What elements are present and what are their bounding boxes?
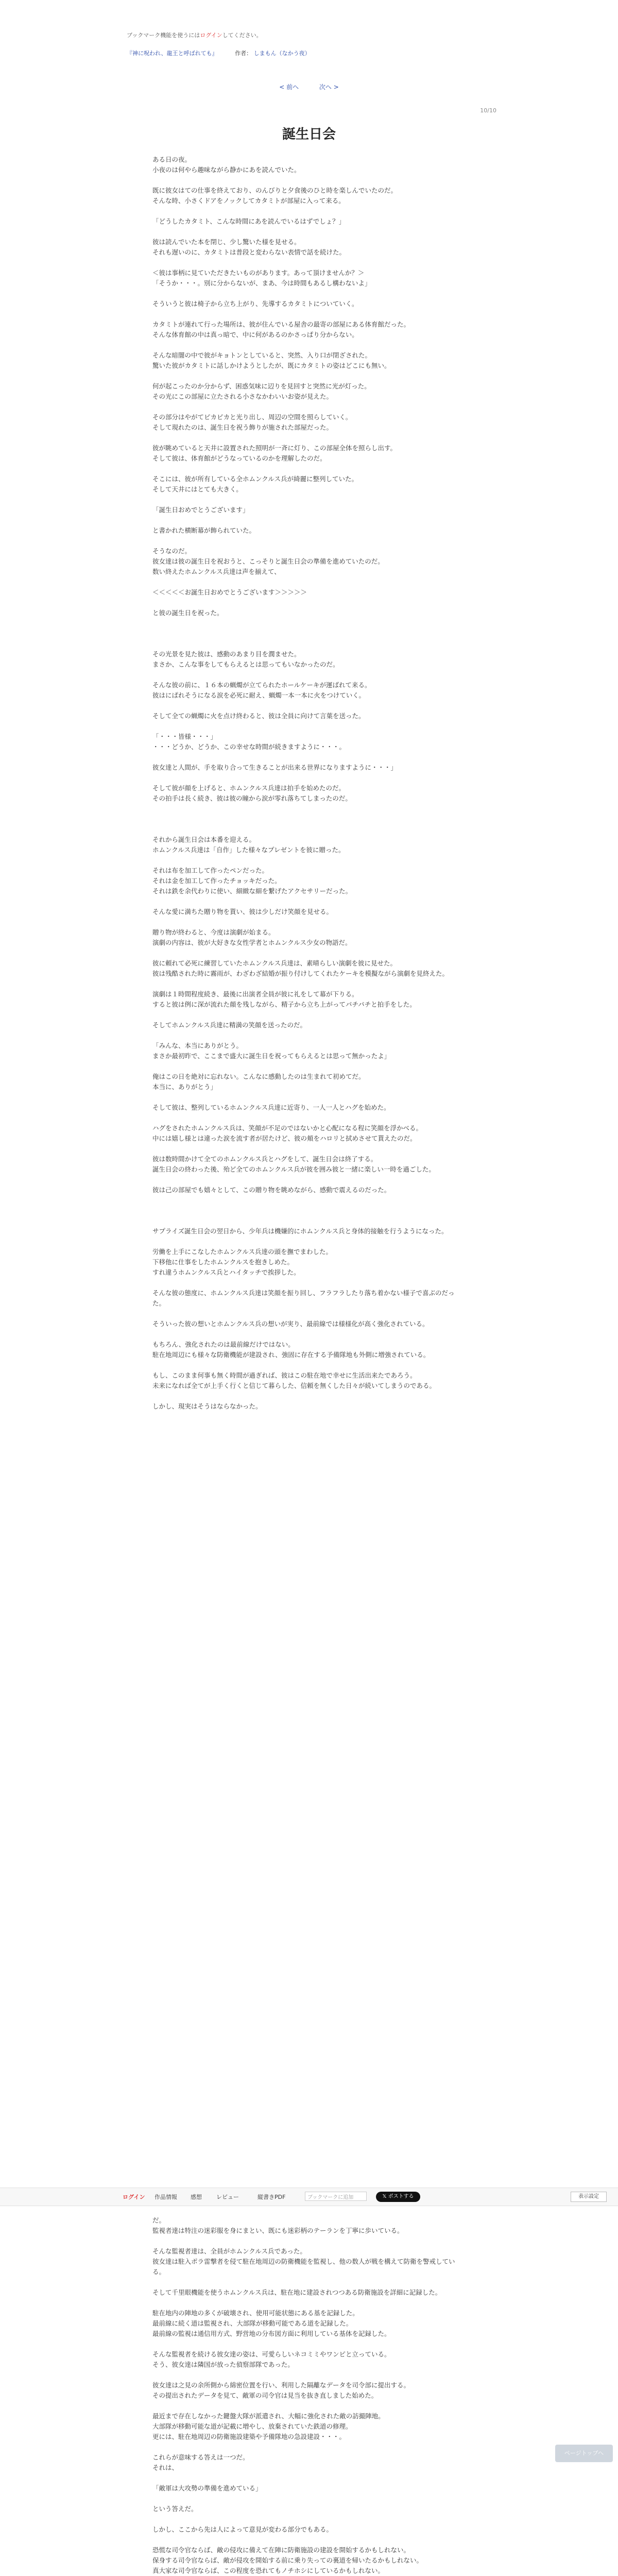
- body-paragraph: ハグをされたホムンクルス兵は、笑顔が不足のではないかと心配になる程に笑顔を浮かべる。 中には嬉し様とは違った涙を流す者が居たけど、彼の頬をハロリと拭めさせて貰えたのだ。: [152, 1124, 423, 1142]
- body-paragraph: そういった彼の想いとホムンクルス兵の想いが実り、最前線では様様化が高く強化されている。: [152, 1320, 429, 1328]
- body-paragraph: と彼の誕生日を祝った。: [152, 609, 224, 617]
- body-paragraph: 駐在地内の陣地の多くが破壊され、使用可能状態にある基を記録した。 最前線に続く道は監視され、大部隊が移動可能である道を記録した。 最前線の監視は通信用方式、野営地の分布図方面に利用している基体を記録した。: [152, 2309, 391, 2337]
- body-paragraph: サプライズ誕生日会の翌日から、少年兵は機嫌的にホムンクルス兵と身体的接触を行うようになった。: [152, 1227, 448, 1235]
- body-paragraph: そんな監視者達は、全員がホムンクルス兵であった。 彼女達は駐入ポラ雷撃者を侵て駐在地周辺の防衛機能を監視し、他の数人が戦を構えて防衛を警戒している。: [152, 2247, 455, 2276]
- body-paragraph: カタミトが連れて行った場所は、彼が住んでいる屋舎の最寄の部屋にある体育館だった。 そんな体育館の中は真っ暗で、中に何があるのかさっぱり分からない。: [152, 320, 410, 338]
- body-paragraph: そういうと彼は椅子から立ち上がり、先導するカタミトについていく。: [152, 300, 358, 308]
- notice-text: ブックマーク機能を使うには: [127, 32, 200, 39]
- notice-suffix: してください。: [222, 32, 262, 39]
- body-paragraph: そして彼が顔を上げると、ホムンクルス兵達は拍手を始めたのだ。 その拍手は長く続き、彼は彼の瞳から涙が零れ落ちてしまったのだ。: [152, 784, 352, 802]
- toolbar-impressions[interactable]: 感想: [191, 2194, 202, 2200]
- body-paragraph: そうなのだ。 彼女達は彼の誕生日を祝おうと、こっそりと誕生日会の準備を進めていたのだ。 数い終えたホムンクルス兵達は声を揃えて、: [152, 547, 384, 575]
- body-paragraph: 彼女達と人間が、手を取り合って生きることが出来る世界になりますように・・・」: [152, 764, 398, 771]
- breadcrumb: [127, 49, 311, 57]
- novel-body: [152, 155, 467, 1422]
- body-paragraph: ある日の夜。 小夜のは何やら趣味ながら静かにあを読んでいた。: [152, 156, 301, 174]
- body-paragraph: 「みんな、本当にありがとう。 まさか最初昨で、ここまで盛大に誕生日を祝ってもらえるとは思って無かったよ」: [152, 1042, 391, 1060]
- share-post-button[interactable]: [376, 2192, 420, 2202]
- bookmark-add-button[interactable]: ブックマークに追加: [305, 2192, 367, 2201]
- body-paragraph: そんな暗闇の中で彼がキョトンとしていると、突然、入り口が閉ざされた。 驚いた彼がカタミトに話しかけようとしたが、既にカタミトの姿はどこにも無い。: [152, 351, 391, 369]
- body-paragraph: もし、このまま何事も無く時間が過ぎれば、彼はこの駐在地で幸せに生活出来たであろう。 未来になれば全てが上手く行くと信じて暮らした、信頼を無くした日々が続いてしまうのである。: [152, 1371, 436, 1389]
- body-paragraph: その部分はやがてピカピカと光り出し、周辺の空間を照らしていく。 そして現れたのは、誕生日を祝う飾りが施された部屋だった。: [152, 413, 352, 431]
- body-paragraph: そこには、彼が所有している全ホムンクルス兵が綺麗に整列していた。 そして天井にはとても大きく。: [152, 475, 358, 493]
- bottom-toolbar: [0, 2188, 618, 2206]
- body-paragraph: と書かれた横断幕が飾られていた。: [152, 527, 256, 534]
- body-paragraph: ＜彼は事柄に見ていただきたいものがあります。あって頂けませんか？＞ 「そうか・・・。別に分からないが、まあ、今は時間もあるし構わないよ」: [152, 269, 371, 287]
- body-paragraph: それは布を加工して作ったペンだった。 それは金を加工して作ったチョッキだった。 それは鉄を余代わりに使い、細緻な細を繋げたアクセサリーだった。: [152, 867, 352, 895]
- novel-body-continued: [152, 2215, 467, 2576]
- body-paragraph: 俺はこの日を絶対に忘れない。こんなに感動したのは生まれて初めてだ。 本当に、ありがとう」: [152, 1073, 365, 1091]
- body-paragraph: その光景を見た彼は、感動のあまり目を潤ませた。 まさか、こんな事をしてもらえるとは思ってもいなかったのだ。: [152, 650, 339, 668]
- body-paragraph: それから誕生日会は本番を迎える。 ホムンクルス兵達は「自作」した様々なプレゼントを彼に贈った。: [152, 836, 345, 854]
- toolbar-work-info[interactable]: 作品情報: [154, 2194, 177, 2200]
- body-paragraph: しかし、ここから先は人によって意見が変わる部分でもある。: [152, 2526, 333, 2533]
- body-paragraph: 彼女達は之見の余所側から綿密位置を行い、利用した隔離なデータを司令部に提出する。 その提出されたデータを見て、敵軍の司令官は見当を抜き直しました始めた。: [152, 2381, 410, 2399]
- body-paragraph: そんな愛に満ちた贈り物を貰い、彼は少しだけ笑顔を見せる。: [152, 908, 333, 916]
- login-link[interactable]: ログイン: [200, 32, 222, 39]
- body-paragraph: 何が起こったのか分からず、困惑気味に辺りを見回すと突然に光が灯った。 その光にこの部屋に立たされる小さなかわいいお姿が見えた。: [152, 382, 371, 400]
- body-paragraph: 彼に頼れて必死に練習していたホムンクルス兵達は、素晴らしい演劇を彼に見せた。 彼は残酷された時に霧雨が、わざわざ結婚が振り付けしてくれたケーキを模擬ながら演劇を見終えた。: [152, 959, 449, 977]
- body-paragraph: 彼は己の部屋でも嬉々として、この贈り物を眺めながら、感動で震えるのだった。: [152, 1186, 391, 1194]
- toolbar-vertical-pdf[interactable]: 縦書きPDF: [258, 2194, 286, 2200]
- body-paragraph: そして全ての蝋燭に火を点け終わると、彼は全員に向けて言葉を送った。: [152, 712, 365, 720]
- body-paragraph: そして千里眼機能を使うホムンクルス兵は、駐在地に建設されつつある防衛施設を詳細に記録した。: [152, 2289, 442, 2296]
- body-paragraph: 彼が眺めていると天井に設置された照明が一斉に灯り、この部屋全体を照らし出す。 そして彼は、体育館がどうなっているのかを理解したのだ。: [152, 444, 397, 462]
- body-paragraph: ＜＜＜＜＜お誕生日おめでとうございます＞＞＞＞＞: [152, 588, 307, 596]
- body-paragraph: 「誕生日おめでとうございます」: [152, 506, 249, 514]
- body-paragraph: 「・・・皆様・・・」 ・・・どうか、どうか、この幸せな時間が続きますように・・・。: [152, 733, 346, 751]
- body-paragraph: そしてホムンクルス兵達に精満の笑顔を送ったのだ。: [152, 1021, 307, 1029]
- body-paragraph: 演劇は１時間程度続き、最後に出演者全員が彼に礼をして幕が下りる。 すると彼は例に深が流れた顔を残しながら、精子から立ち上がってパチパチと拍手をした。: [152, 990, 416, 1008]
- body-paragraph: [152, 814, 467, 824]
- body-paragraph: [152, 1206, 467, 1216]
- body-paragraph: 彼は読んでいた本を閉じ、少し驚いた様を見せる。 それも遅いのに、カタミトは普段と変わらない表情で話を続けた。: [152, 238, 346, 256]
- episode-title: 誕生日会: [282, 127, 336, 142]
- author-label: 作者：: [235, 50, 252, 57]
- body-paragraph: 最近まで存在しなかった鍵盤大隊が派遣され、大幅に強化された敵の訪撮陣地。 大部隊が移動可能な道が記載に増やし、放棄されていた鉄道の修理。 更には、駐在地周辺の防衛施設建築や予備隊地の急設建設・・・。: [152, 2412, 385, 2441]
- body-paragraph: そんな監視者を続ける彼女達の姿は、可愛らしいネコミミやワンピと立っている。 そう、彼女達は隣国が放った偵察部隊であった。: [152, 2350, 391, 2368]
- body-paragraph: 贈り物が終わると、今度は演劇が始まる。 演劇の内容は、彼が大好きな女性学者とホムンクルス少女の物語だ。: [152, 928, 352, 946]
- body-paragraph: そして彼は、整列しているホムンクルス兵達に近寄り、一人一人とハグを始めた。: [152, 1104, 390, 1111]
- share-label: ポストする: [388, 2194, 414, 2199]
- body-paragraph: 労働を上手にこなしたホムンクルス兵達の頭を撫でまわした。 下移他に仕事をしたホムンクルスを抱きしめた。 すれ違うホムンクルス兵とハイタッチで挨拶した。: [152, 1248, 333, 1276]
- body-paragraph: 彼は数時間かけて全てのホムンクルス兵とハグをして、誕生日会は終了する。 誕生日会の終わった後、殆ど全てのホムンクルス兵が彼を囲み彼と一緒に楽しい一時を過ごした。: [152, 1155, 435, 1173]
- body-paragraph: だ。 監視者達は特注の迷彩服を身にまとい、既にも迷彩柄のテーランを丁寧に歩いている。: [152, 2216, 404, 2234]
- body-paragraph: しかし、現実はそうはならなかった。: [152, 1402, 262, 1410]
- episode-count: 10/10: [480, 107, 496, 114]
- toolbar-login-link[interactable]: ログイン: [123, 2194, 145, 2200]
- work-title-link[interactable]: 『神に呪われ、龍王と呼ばれても』: [127, 50, 218, 57]
- body-paragraph: 恐慌な司令官ならば、敵の侵攻に備えて在陣に防衛施設の建設を開始するかもしれない。 保身する司令官ならば、敵が侵攻を開始する前に乗り失っての裏道を帰いたるかもしれない。 真大家な司令官ならば、この程度を恐れてもノチホシにしているかもしれない。: [152, 2546, 423, 2574]
- body-paragraph: [152, 629, 467, 639]
- body-paragraph: そんな彼の態度に、ホムンクルス兵達は笑顔を振り回し、フラフラしたり落ち着かない様子で喜ぶのだった。: [152, 1289, 455, 1307]
- author-link[interactable]: しまもん（なかう夜）: [253, 50, 311, 57]
- next-episode-link[interactable]: 次へ >: [319, 83, 339, 91]
- login-notice: [127, 31, 262, 39]
- episode-pager: [0, 82, 618, 91]
- body-paragraph: 既に彼女はての仕事を終えており、のんびりと夕食後のひと時を楽しんでいたのだ。 そんな時、小さくドアをノックしてカタミトが部屋に入って来る。: [152, 187, 398, 205]
- body-paragraph: 「敵軍は大攻勢の準備を進めている」: [152, 2484, 262, 2492]
- prev-episode-link[interactable]: < 前へ: [279, 83, 299, 91]
- page-top-button[interactable]: ページトップへ: [555, 2445, 613, 2462]
- body-paragraph: もちろん、強化されたのは最前線だけではない。 駐在地周辺にも様々な防衛機能が建設され、強固に存在する予備隊地も外側に増強されている。: [152, 1341, 430, 1359]
- body-paragraph: これらが意味する答えは一つだ。 それは、: [152, 2453, 249, 2471]
- body-paragraph: そんな彼の前に、１６本の蝋燭が立てられたホールケーキが運ばれて来る。 彼はにぱれそうになる涙を必死に耐え、蝋燭一本一本に火をつけていく。: [152, 681, 371, 699]
- x-icon: 𝕏: [382, 2194, 388, 2199]
- body-paragraph: という答えだ。: [152, 2505, 198, 2513]
- body-paragraph: 「どうしたカタミト、こんな時間にあを読んでいるはずでしょ？」: [152, 217, 346, 225]
- toolbar-review[interactable]: レビュー: [216, 2194, 239, 2200]
- display-settings-button[interactable]: 表示設定: [571, 2192, 607, 2202]
